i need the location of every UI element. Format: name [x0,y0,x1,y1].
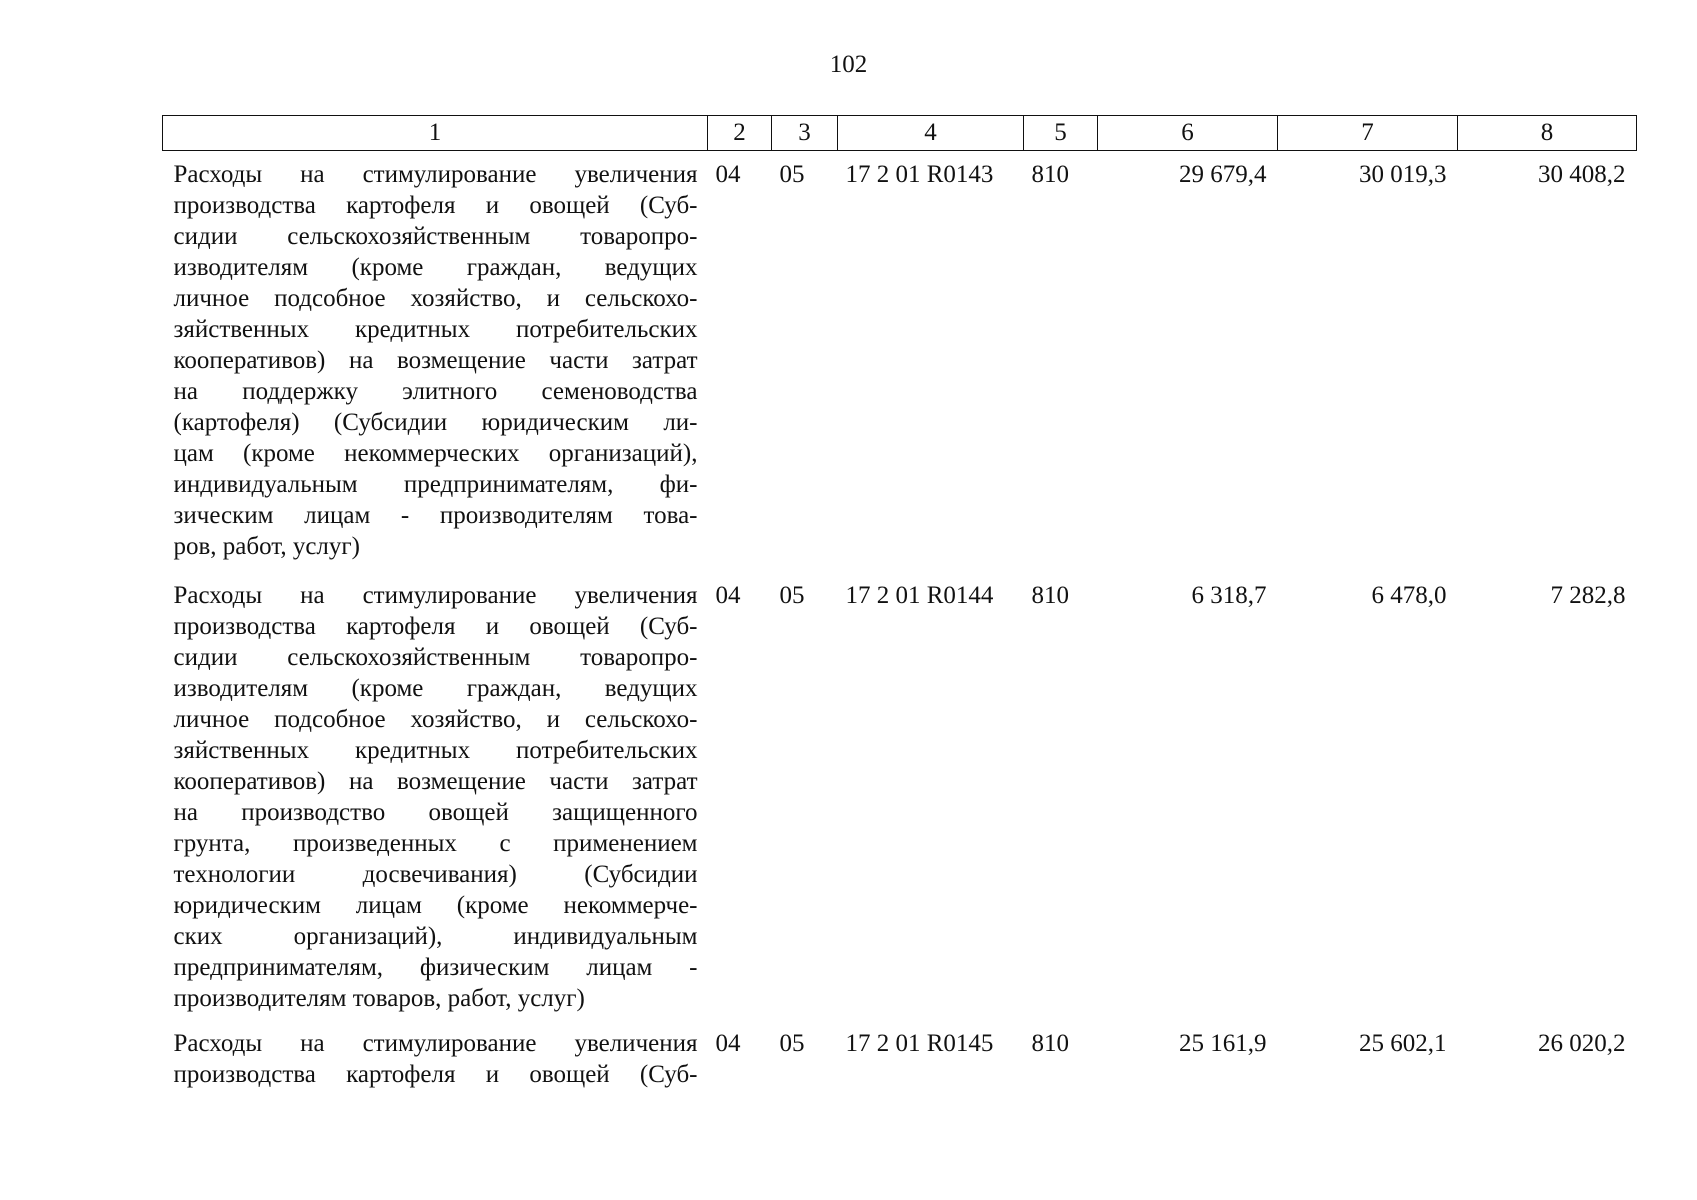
description-line: Расходы на стимулирование увеличения [173,1030,698,1057]
header-col-8: 8 [1458,116,1637,151]
header-col-7: 7 [1278,116,1458,151]
section-code: 04 [715,582,741,609]
description-line: производства картофеля и овощей (Суб- [173,1061,698,1088]
amount-col-8: 7 282,8 [1550,582,1626,609]
header-row [163,116,1637,151]
description-line: личное подсобное хозяйство, и сельскохо- [173,706,698,733]
header-col-4: 4 [838,116,1024,151]
description-line: Расходы на стимулирование увеличения [173,161,698,188]
description-line: юридическим лицам (кроме некоммерче- [173,892,698,919]
budget-table [162,115,1637,1090]
subsection-code: 05 [779,582,805,609]
header-col-2: 2 [708,116,772,151]
subsection-code: 05 [779,1030,805,1057]
target-article-code: 17 2 01 R0143 [845,161,994,188]
header-col-6: 6 [1098,116,1278,151]
description-line: производства картофеля и овощей (Суб- [173,613,698,640]
header-col-3: 3 [772,116,838,151]
amount-col-8: 26 020,2 [1538,1030,1626,1057]
section-code: 04 [715,1030,741,1057]
description-line: зяйственных кредитных потребительских [173,316,698,343]
amount-col-7: 30 019,3 [1359,161,1447,188]
description-line: сидии сельскохозяйственным товаропро- [173,644,698,671]
table-row [163,572,1637,1024]
description-line: индивидуальным предпринимателям, фи- [173,471,698,498]
description-line: зяйственных кредитных потребительских [173,737,698,764]
description-line: личное подсобное хозяйство, и сельскохо- [173,285,698,312]
section-code: 04 [715,161,741,188]
description-line: ров, работ, услуг) [173,533,360,560]
description-line: на производство овощей защищенного [173,799,698,826]
description-line: цам (кроме некоммерческих организаций), [173,440,698,467]
description-line: кооперативов) на возмещение части затрат [173,768,698,795]
table-row [163,151,1637,573]
row-description [163,151,708,573]
target-article-code: 17 2 01 R0144 [845,582,994,609]
description-line: изводителям (кроме граждан, ведущих [173,675,698,702]
subsection-code: 05 [779,161,805,188]
amount-col-8: 30 408,2 [1538,161,1626,188]
description-line: производства картофеля и овощей (Суб- [173,192,698,219]
description-line: технологии досвечивания) (Субсидии [173,861,698,888]
row-description [163,1024,708,1090]
header-col-5: 5 [1024,116,1098,151]
description-line: грунта, произведенных с применением [173,830,698,857]
expense-type-code: 810 [1031,161,1069,188]
header-col-1: 1 [163,116,708,151]
amount-col-7: 6 478,0 [1371,582,1447,609]
expense-type-code: 810 [1031,582,1069,609]
expense-type-code: 810 [1031,1030,1069,1057]
description-line: кооперативов) на возмещение части затрат [173,347,698,374]
amount-col-6: 25 161,9 [1179,1030,1267,1057]
row-description [163,572,708,1024]
description-line: изводителям (кроме граждан, ведущих [173,254,698,281]
description-line: (картофеля) (Субсидии юридическим ли- [173,409,698,436]
amount-col-6: 6 318,7 [1191,582,1267,609]
description-line: предпринимателям, физическим лицам - [173,954,698,981]
amount-col-6: 29 679,4 [1179,161,1267,188]
table-header [163,116,1637,151]
amount-col-7: 25 602,1 [1359,1030,1447,1057]
description-line: Расходы на стимулирование увеличения [173,582,698,609]
target-article-code: 17 2 01 R0145 [845,1030,994,1057]
description-line: на поддержку элитного семеноводства [173,378,698,405]
page-number: 102 [829,51,868,78]
description-line: зическим лицам - производителям това- [173,502,698,529]
table-row [163,1024,1637,1090]
description-line: производителям товаров, работ, услуг) [173,985,585,1012]
description-line: сидии сельскохозяйственным товаропро- [173,223,698,250]
description-line: ских организаций), индивидуальным [173,923,698,950]
